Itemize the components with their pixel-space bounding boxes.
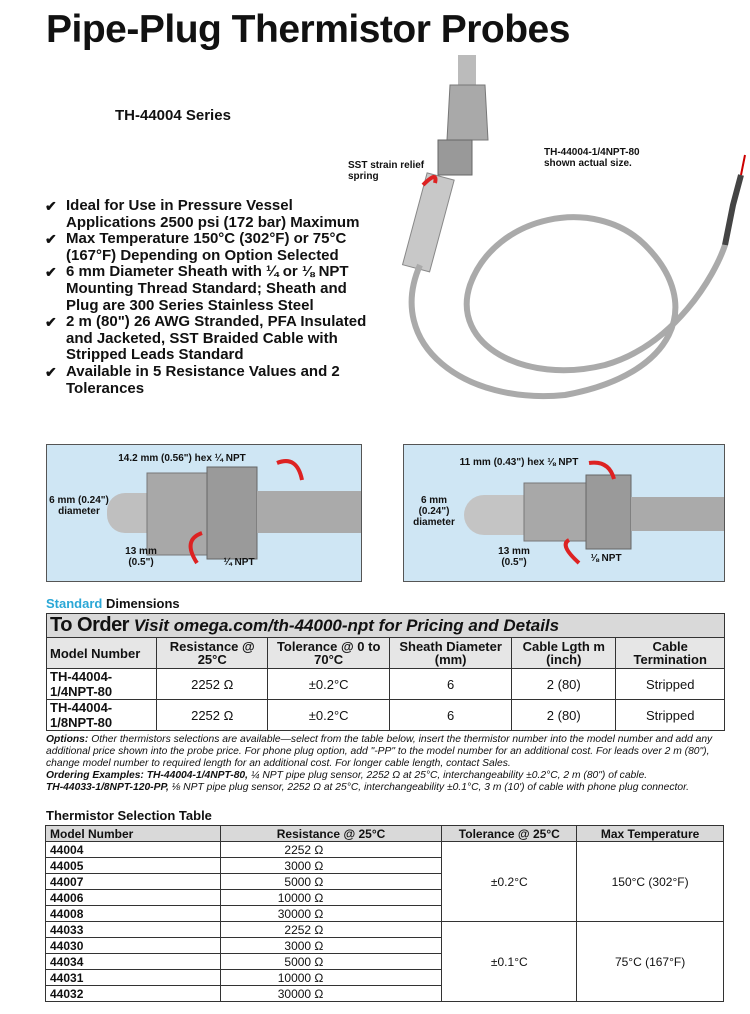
cell: TH-44004-1/8NPT-80: [47, 700, 157, 731]
cell: 2252 Ω: [157, 700, 268, 731]
cell: Stripped: [616, 700, 725, 731]
cell: 6: [390, 669, 512, 700]
model-cell: 44006: [46, 890, 221, 906]
feature-item: ✔ 6 mm Diameter Sheath with ¼ or ⅛ NPT Mounting Thread Standard; Sheath and Plug are 300 Series Stainless Steel: [45, 263, 349, 314]
examples-label: Ordering Examples: TH-44004-1/4NPT-80,: [46, 770, 249, 781]
hex-label: 14.2 mm (0.56") hex ¼ NPT: [118, 453, 246, 464]
example-text: ⅛ NPT pipe plug sensor, 2252 Ω at 25°C, interchangeability ±0.1°C, 3 m (10') of cable with phone plug connector.: [168, 782, 690, 793]
table-row: [47, 700, 725, 731]
header-section: [0, 0, 750, 430]
check-icon: ✔: [45, 363, 57, 380]
options-label: Options:: [46, 734, 89, 745]
model-cell: 44032: [46, 986, 221, 1002]
feature-list: [45, 198, 373, 397]
model-cell: 44008: [46, 906, 221, 922]
diameter-label: 6 mm (0.24") diameter: [49, 495, 109, 517]
diagram-row: [46, 444, 750, 582]
table-row: [46, 922, 724, 938]
model-cell: 44034: [46, 954, 221, 970]
column-header: Cable Termination: [616, 638, 725, 669]
selection-table-title: Thermistor Selection Table: [46, 808, 212, 823]
resistance-cell: 30000 Ω: [220, 906, 442, 922]
check-icon: ✔: [45, 198, 57, 214]
order-table: [46, 613, 725, 731]
resistance-cell: 3000 Ω: [220, 858, 442, 874]
feature-item: ✔ Available in 5 Resistance Values and 2 Tolerances: [45, 362, 340, 397]
cell: ±0.2°C: [268, 700, 390, 731]
feature-item: ✔ Ideal for Use in Pressure Vessel Applications 2500 psi (172 bar) Maximum: [45, 197, 360, 231]
resistance-cell: 30000 Ω: [220, 986, 442, 1002]
series-label: TH-44004 Series: [115, 107, 231, 124]
dimensions-heading: Standard Dimensions: [46, 596, 180, 611]
model-cell: 44005: [46, 858, 221, 874]
example-model: TH-44033-1/8NPT-120-PP,: [46, 782, 169, 793]
cell: TH-44004-1/4NPT-80: [47, 669, 157, 700]
pricing-link[interactable]: Visit omega.com/th-44000-npt for Pricing and Details: [133, 616, 560, 635]
cell: 2252 Ω: [157, 669, 268, 700]
cell: 2 (80): [512, 700, 616, 731]
spring-label: SST strain relief spring: [348, 160, 425, 182]
column-header: Model Number: [46, 826, 221, 842]
feature-item: ✔ Max Temperature 150°C (302°F) or 75°C (167°F) Depending on Option Selected: [45, 230, 347, 264]
table-row: [47, 669, 725, 700]
resistance-cell: 10000 Ω: [220, 890, 442, 906]
column-header: Cable Lgth m (inch): [512, 638, 616, 669]
model-cell: 44007: [46, 874, 221, 890]
diameter-label: 6 mm (0.24") diameter: [413, 495, 455, 528]
thread-label: ⅛ NPT: [590, 553, 622, 564]
column-header: Tolerance @ 25°C: [442, 826, 577, 842]
check-icon: ✔: [45, 264, 57, 281]
model-cell: 44030: [46, 938, 221, 954]
cell: Stripped: [616, 669, 725, 700]
tolerance-cell: ±0.2°C: [442, 842, 577, 922]
options-notes: [46, 734, 726, 794]
model-cell: 44033: [46, 922, 221, 938]
resistance-cell: 5000 Ω: [220, 874, 442, 890]
diagram-eighth-npt: [403, 444, 725, 582]
check-icon: ✔: [45, 314, 57, 331]
length-label: 13 mm (0.5"): [498, 546, 530, 568]
model-cell: 44031: [46, 970, 221, 986]
max-temp-cell: 150°C (302°F): [577, 842, 724, 922]
length-label: 13 mm (0.5"): [125, 546, 157, 568]
max-temp-cell: 75°C (167°F): [577, 922, 724, 1002]
page-title: Pipe-Plug Thermistor Probes: [46, 8, 570, 51]
order-header: To Order Visit omega.com/th-44000-npt for Pricing and Details: [47, 614, 725, 638]
tolerance-cell: ±0.1°C: [442, 922, 577, 1002]
column-header: Resistance @ 25°C: [157, 638, 268, 669]
example-text: ¼ NPT pipe plug sensor, 2252 Ω at 25°C, interchangeability ±0.2°C, 2 m (80") of cable.: [248, 770, 648, 781]
cell: ±0.2°C: [268, 669, 390, 700]
column-header: Resistance @ 25°C: [220, 826, 442, 842]
feature-item: ✔ 2 m (80") 26 AWG Stranded, PFA Insulated and Jacketed, SST Braided Cable with Stripped Leads Standard: [45, 313, 367, 364]
cell: 2 (80): [512, 669, 616, 700]
thread-label: ¼ NPT: [223, 557, 255, 568]
table-row: [46, 842, 724, 858]
model-cell: 44004: [46, 842, 221, 858]
photo-caption: TH-44004-1/4NPT-80 shown actual size.: [544, 147, 640, 169]
resistance-cell: 3000 Ω: [220, 938, 442, 954]
resistance-cell: 5000 Ω: [220, 954, 442, 970]
resistance-cell: 10000 Ω: [220, 970, 442, 986]
cell: 6: [390, 700, 512, 731]
options-text: Other thermistors selections are available—select from the table below, insert the thermistor number into the model number and add any additional price shown into the probe price. For phone plug option, add "-PP" to the model number for an additional cost. For leads over 2 m (80"), change model number to required length for an additional cost. For longer cable length, contact Sales.: [46, 734, 713, 769]
hex-label: 11 mm (0.43") hex ⅛ NPT: [459, 457, 579, 468]
selection-table: [45, 825, 724, 1002]
column-header: Model Number: [47, 638, 157, 669]
check-icon: ✔: [45, 231, 57, 248]
probe-illustration: [375, 45, 750, 415]
resistance-cell: 2252 Ω: [220, 842, 442, 858]
column-header: Tolerance @ 0 to 70°C: [268, 638, 390, 669]
diagram-quarter-npt: [46, 444, 362, 582]
column-header: Sheath Diameter (mm): [390, 638, 512, 669]
probe-photo: [375, 45, 750, 415]
column-header: Max Temperature: [577, 826, 724, 842]
resistance-cell: 2252 Ω: [220, 922, 442, 938]
